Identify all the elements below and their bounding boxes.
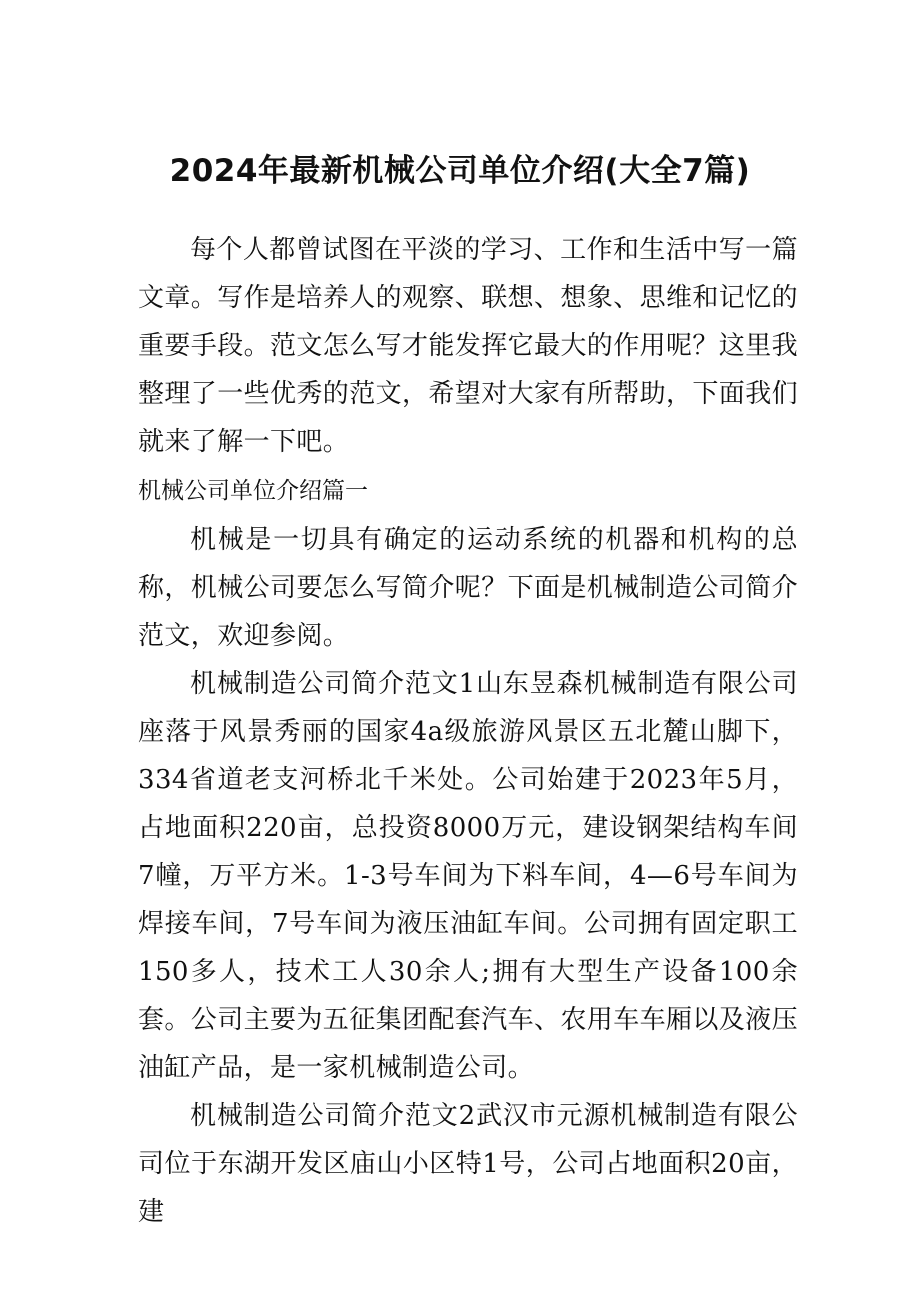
body-paragraph: 机械是一切具有确定的运动系统的机器和机构的总称，机械公司要怎么写简介呢？下面是机械制造公司简介范文，欢迎参阅。: [138, 525, 799, 651]
body-paragraph: 机械制造公司简介范文1山东昱森机械制造有限公司座落于风景秀丽的国家4a级旅游风景区五北麓山脚下，334省道老支河桥北千米处。公司始建于2023年5月，占地面积220亩，总投资8000万元，建设钢架结构车间7幢，万平方米。1-3号车间为下料车间，4—6号车间为焊接车间，7号车间为液压油缸车间。公司拥有固定职工150多人，技术工人30余人;拥有大型生产设备100余套。公司主要为五征集团配套汽车、农用车车厢以及液压油缸产品，是一家机械制造公司。: [138, 669, 799, 1083]
intro-paragraph: 每个人都曾试图在平淡的学习、工作和生活中写一篇文章。写作是培养人的观察、联想、想象、思维和记忆的重要手段。范文怎么写才能发挥它最大的作用呢？这里我整理了一些优秀的范文，希望对大家有所帮助，下面我们就来了解一下吧。: [138, 235, 799, 457]
document-body: [138, 226, 798, 1236]
body-paragraph: 机械制造公司简介范文2武汉市元源机械制造有限公司位于东湖开发区庙山小区特1号，公司占地面积20亩，建: [138, 1101, 798, 1227]
section-heading: 机械公司单位介绍篇一: [138, 478, 368, 504]
document-title: 2024年最新机械公司单位介绍(大全7篇): [169, 153, 751, 189]
